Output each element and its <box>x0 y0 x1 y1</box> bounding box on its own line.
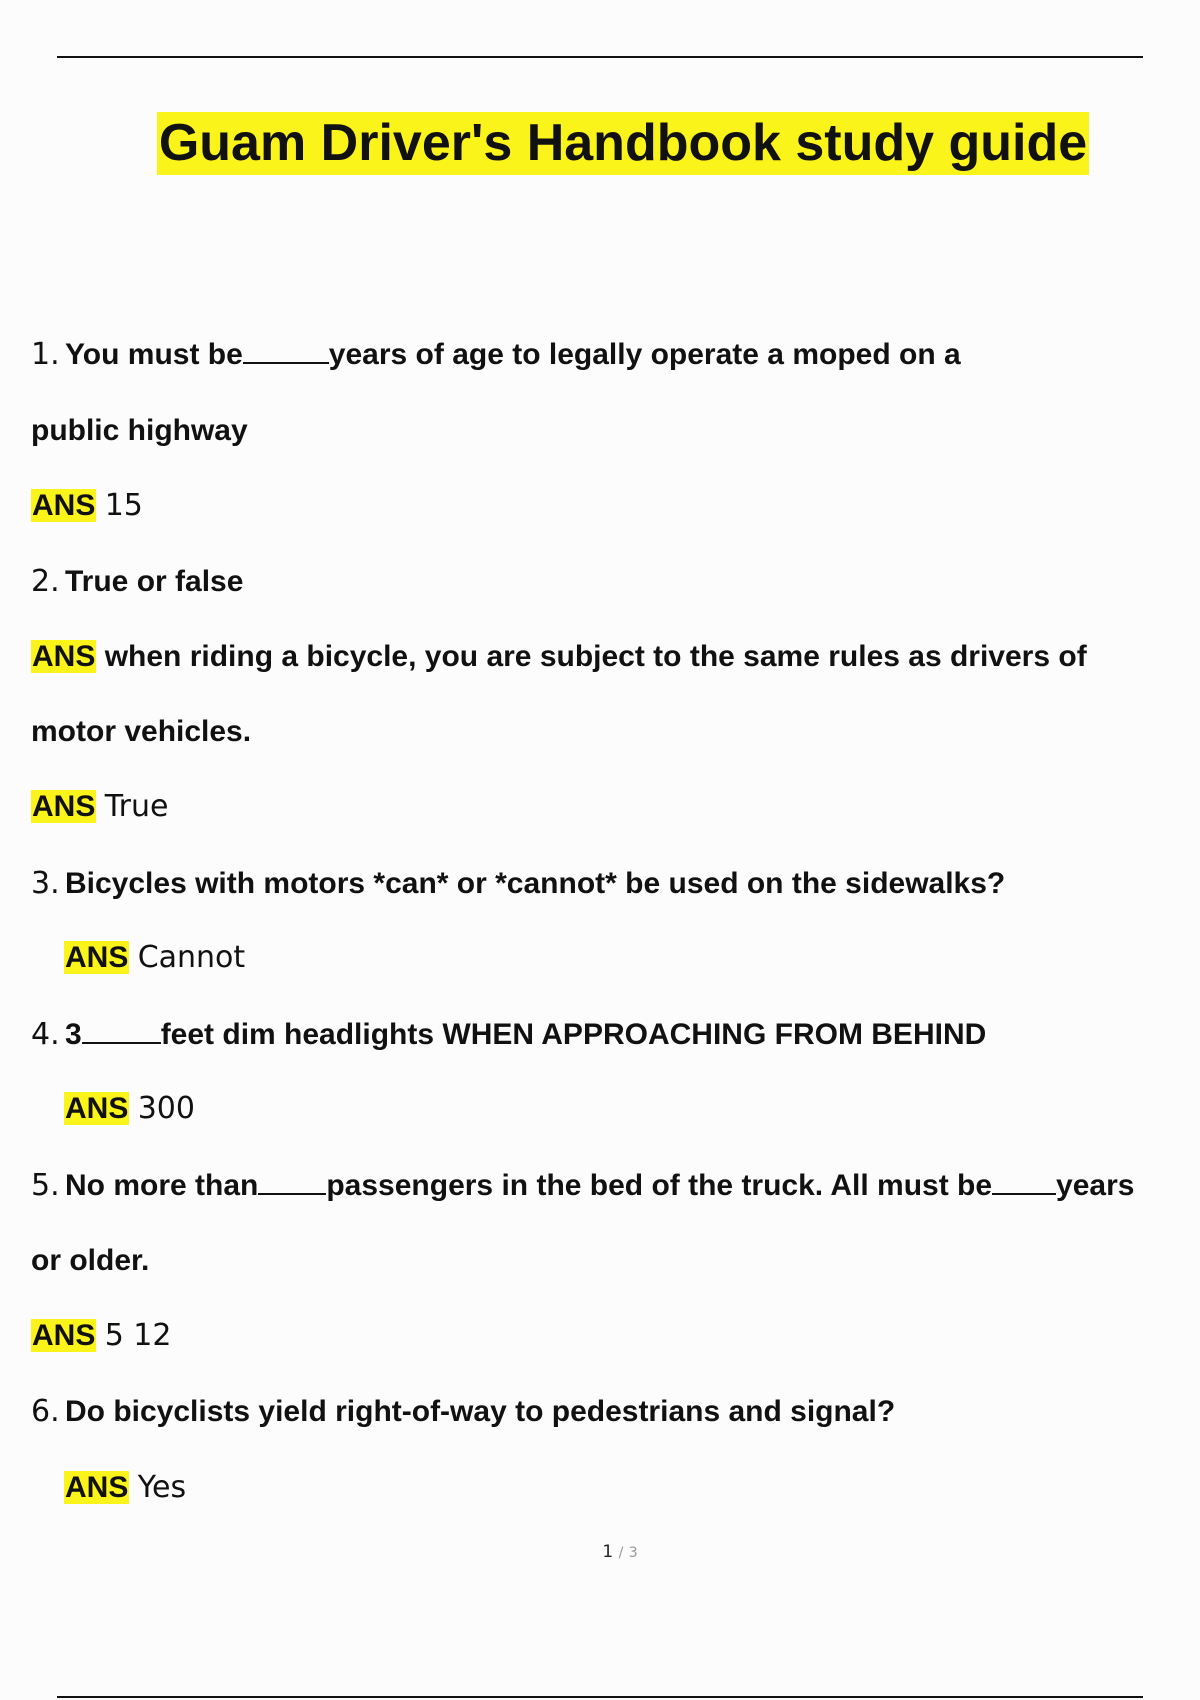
question-text: public highway <box>31 414 248 447</box>
answer-1 <box>31 486 143 526</box>
answer-value: True <box>104 789 169 824</box>
question-number: 5. <box>31 1168 60 1203</box>
question-number: 3. <box>31 866 60 901</box>
ans-label: ANS <box>32 1319 96 1352</box>
answer-blank <box>992 1169 1056 1195</box>
ans-label: ANS <box>65 941 129 974</box>
answer-2 <box>31 787 168 827</box>
question-text: Do bicyclists yield right-of-way to pedestrians and signal? <box>65 1395 896 1428</box>
answer-blank <box>82 1018 161 1044</box>
page-current: 1 <box>602 1542 614 1562</box>
question-5-continuation <box>31 1241 149 1281</box>
answer-5 <box>31 1316 171 1356</box>
question-number: 4. <box>31 1017 60 1052</box>
page-separator: / <box>618 1545 624 1561</box>
answer-value: Cannot <box>137 940 246 975</box>
answer-4 <box>64 1089 195 1129</box>
answer-blank <box>258 1169 326 1195</box>
answer-value: 300 <box>137 1091 195 1126</box>
ans-label: ANS <box>65 1092 129 1125</box>
question-4 <box>31 1015 986 1055</box>
question-number: 1. <box>31 337 60 372</box>
question-text: or older. <box>31 1244 150 1277</box>
question-text: No more than <box>65 1169 259 1202</box>
answer-value: 15 <box>104 488 143 523</box>
page-total: 3 <box>628 1545 638 1561</box>
question-number: 6. <box>31 1394 60 1429</box>
question-1 <box>31 335 961 375</box>
page-indicator <box>0 1542 1200 1562</box>
answer-blank <box>243 338 329 364</box>
question-2 <box>31 562 243 602</box>
statement-text: motor vehicles. <box>31 715 252 748</box>
answer-3 <box>64 938 245 978</box>
question-text: passengers in the bed of the truck. All must be <box>326 1169 993 1202</box>
question-text: years of age to legally operate a moped on a <box>328 338 961 371</box>
ans-label: ANS <box>32 790 96 823</box>
answer-2-statement <box>31 637 1087 677</box>
ans-label: ANS <box>65 1471 129 1504</box>
question-text: years <box>1056 1169 1135 1202</box>
question-text: You must be <box>65 338 243 371</box>
question-text: 3 <box>65 1018 82 1051</box>
question-number: 2. <box>31 564 60 599</box>
question-text: True or false <box>65 565 244 598</box>
answer-2-statement-continuation <box>31 712 251 752</box>
ans-label: ANS <box>32 489 96 522</box>
title-block <box>0 112 1200 175</box>
answer-value: 5 12 <box>104 1318 172 1353</box>
top-rule <box>57 56 1143 58</box>
answer-6 <box>64 1468 186 1508</box>
ans-label: ANS <box>32 640 96 673</box>
bottom-rule <box>57 1696 1143 1698</box>
question-1-continuation <box>31 411 248 451</box>
statement-text: when riding a bicycle, you are subject to the same rules as drivers of <box>104 640 1087 673</box>
question-3 <box>31 864 1005 904</box>
question-text: feet dim headlights WHEN APPROACHING FROM BEHIND <box>160 1018 987 1051</box>
question-6 <box>31 1392 895 1432</box>
question-5 <box>31 1166 1134 1206</box>
answer-value: Yes <box>137 1470 187 1505</box>
question-text: Bicycles with motors *can* or *cannot* be used on the sidewalks? <box>65 867 1006 900</box>
page-title: Guam Driver's Handbook study guide <box>157 112 1089 175</box>
